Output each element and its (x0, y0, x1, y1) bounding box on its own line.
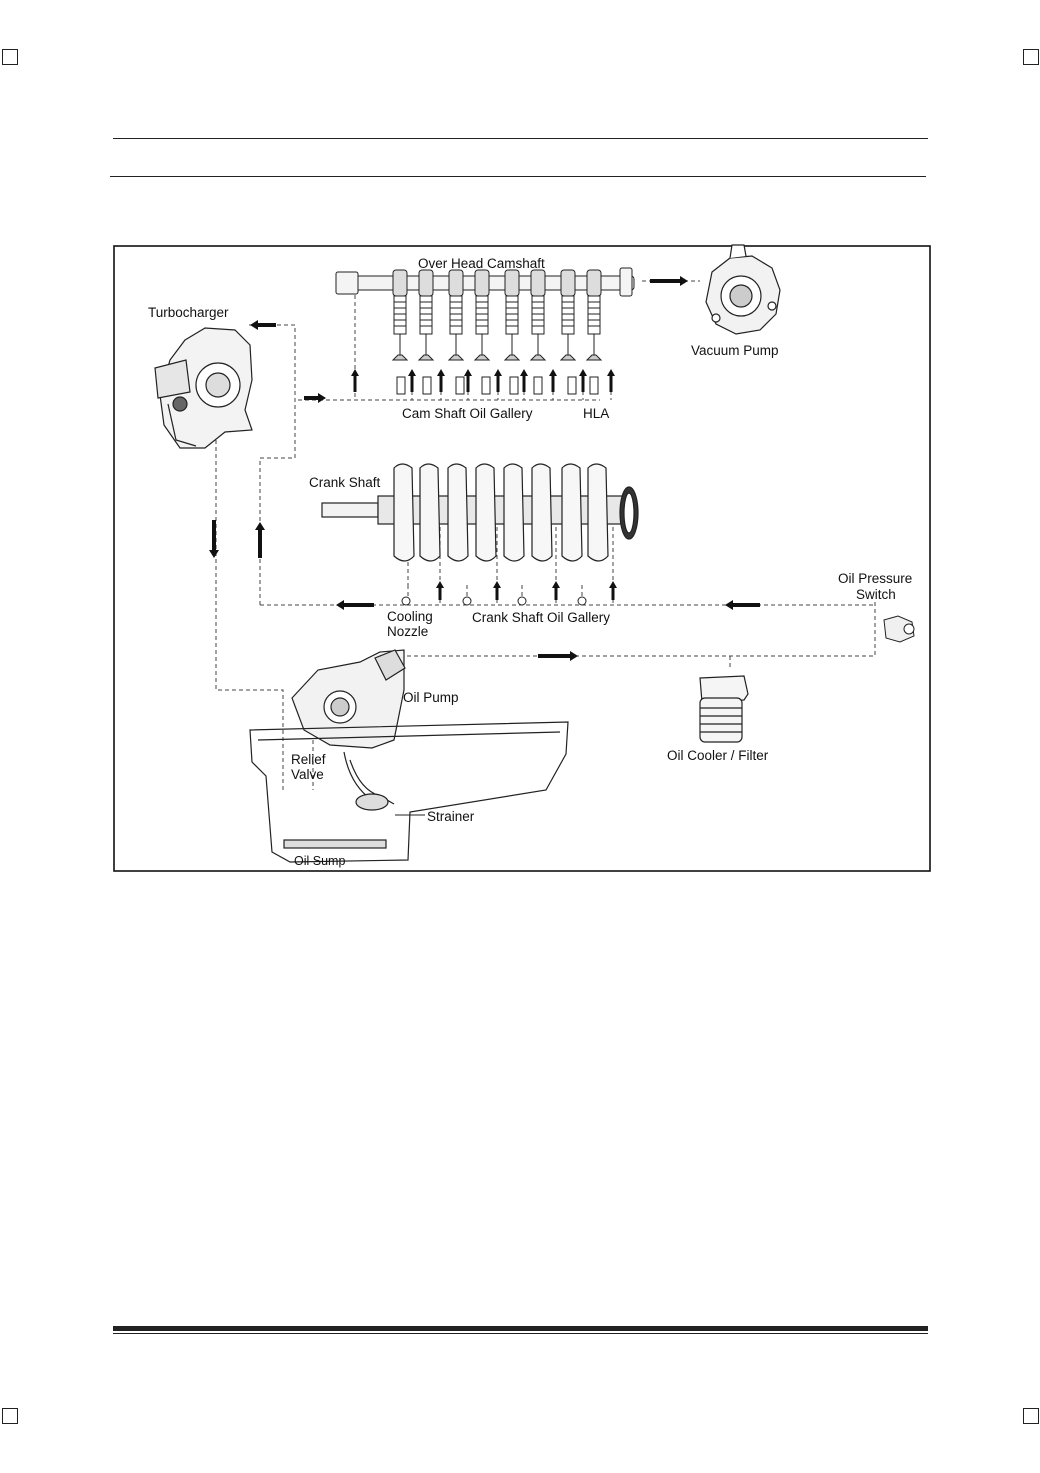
cooling-nozzles (402, 597, 586, 605)
label-relief-valve-line2: Valve (291, 767, 324, 782)
label-vacuum-pump: Vacuum Pump (691, 343, 779, 358)
label-turbocharger: Turbocharger (148, 305, 229, 320)
valve-springs (393, 296, 601, 360)
camshaft-illustration (336, 268, 634, 296)
oil-pump-illustration (292, 650, 405, 748)
oil-sump-illustration (250, 722, 568, 862)
oil-pressure-switch-illustration (884, 616, 914, 642)
label-cooling-nozzle-line2: Nozzle (387, 624, 429, 639)
label-cam-shaft-oil-gallery: Cam Shaft Oil Gallery (402, 406, 533, 421)
label-crank-shaft: Crank Shaft (309, 475, 381, 490)
label-oil-cooler-filter: Oil Cooler / Filter (667, 748, 769, 763)
label-relief-valve-line1: Relief (291, 752, 326, 767)
turbocharger-illustration (155, 328, 252, 448)
diagram-labels (148, 256, 912, 868)
label-hla: HLA (583, 406, 610, 421)
label-crank-shaft-oil-gallery: Crank Shaft Oil Gallery (472, 610, 611, 625)
label-strainer: Strainer (427, 809, 475, 824)
label-oil-pump: Oil Pump (403, 690, 459, 705)
label-oil-pressure-switch-line2: Switch (856, 587, 896, 602)
label-cooling-nozzle-line1: Cooling (387, 609, 433, 624)
label-over-head-camshaft: Over Head Camshaft (418, 256, 545, 271)
vacuum-pump-illustration (706, 245, 780, 334)
label-oil-sump: Oil Sump (294, 854, 346, 868)
label-oil-pressure-switch-line1: Oil Pressure (838, 571, 913, 586)
oil-filter-illustration (700, 676, 748, 742)
